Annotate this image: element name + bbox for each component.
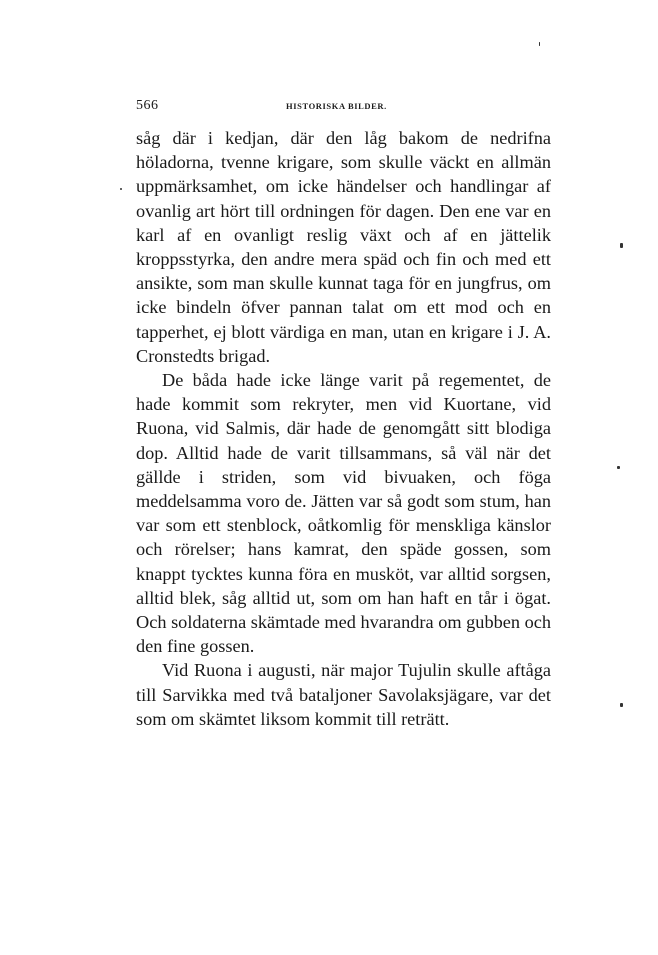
paragraph-1: såg där i kedjan, där den låg bakom de nedrifna höladorna, tvenne krigare, som skulle väckt en allmän uppmärksamhet, om icke händelser och handlingar af ovanlig art hört till ordningen för dagen. Den ene var en karl af en ovanligt reslig växt och af en jättelik kroppsstyrka, den andre mera späd och fin och med ett ansikte, som man skulle kunnat taga för en jungfrus, om icke bindeln öfver pannan talat om ett mod och en tapperhet, ej blott värdiga en man, utan en krigare i J. A. Cronstedts brigad. <box>136 128 551 366</box>
body-text <box>136 126 551 731</box>
page-number: 566 <box>136 98 159 113</box>
paragraph-3: Vid Ruona i augusti, när major Tujulin skulle aftåga till Sarvikka med två bataljoner Savolaksjägare, var det som om skämtet liksom kommit till reträtt. <box>136 660 551 729</box>
paragraph-2: De båda hade icke länge varit på regementet, de hade kommit som rekryter, men vid Kuortane, vid Ruona, vid Salmis, där hade de genomgått sitt blodiga dop. Alltid hade de varit tillsammans, så väl när det gällde i striden, som vid bivuaken, och föga meddelsamma voro de. Jätten var så godt som stum, han var som ett stenblock, oåtkomlig för menskliga känslor och rörelser; hans kamrat, den späde gossen, som knappt tycktes kunna föra en musköt, var alltid sorgsen, alltid blek, såg alltid ut, som om han haft en tår i ögat. Och soldaterna skämtade med hvarandra om gubben och den fine gossen. <box>136 370 551 657</box>
page-header <box>136 98 550 118</box>
scan-speck <box>620 243 623 248</box>
scan-speck <box>617 466 620 469</box>
running-title: HISTORISKA BILDER. <box>286 101 387 111</box>
scan-speck <box>539 42 540 46</box>
scan-speck <box>120 188 122 190</box>
scan-speck <box>620 703 623 707</box>
